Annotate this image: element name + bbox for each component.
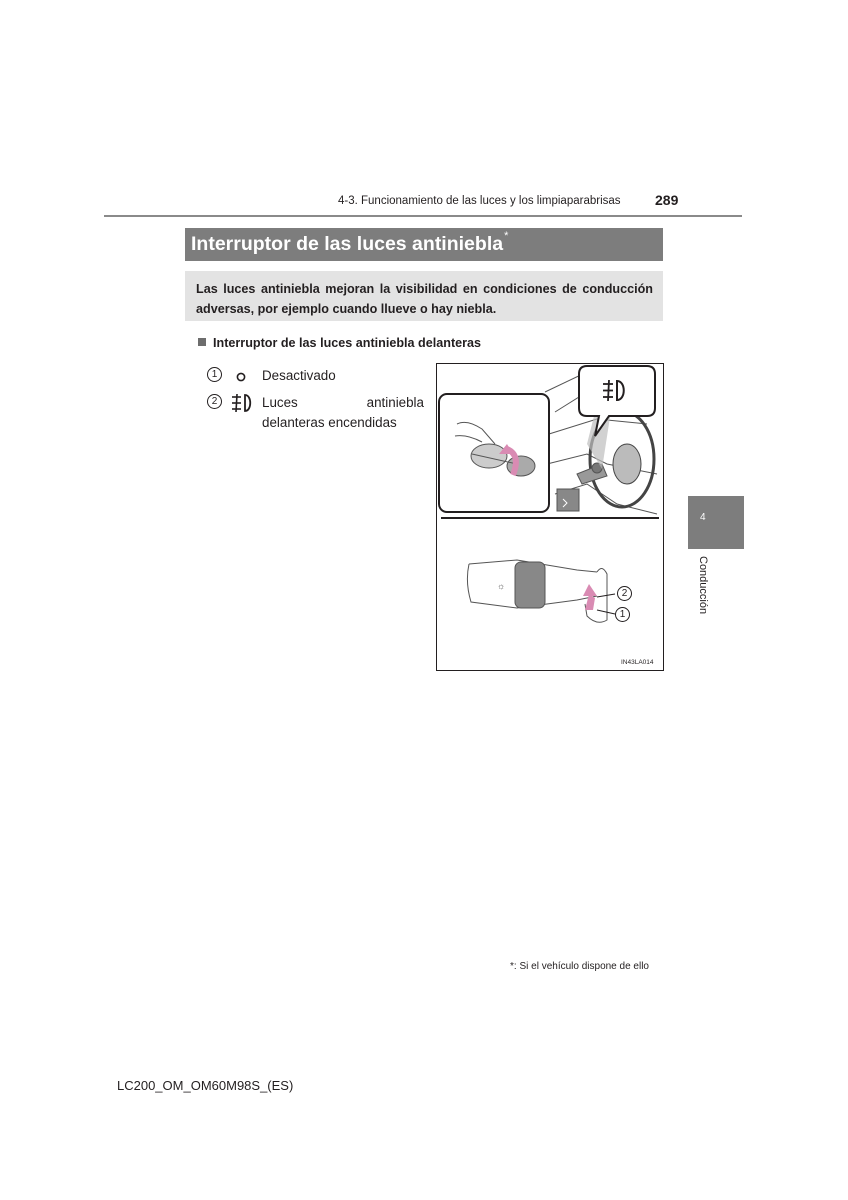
section-title [185,228,663,261]
item-number-1: 1 [207,367,222,382]
figure-frame [436,363,664,671]
svg-text:☼: ☼ [497,581,506,591]
page-number: 289 [655,192,679,208]
callout-2: 2 [617,586,632,601]
front-fog-light-icon [229,392,255,414]
fog-light-switch-illustration [437,364,663,670]
subheading [198,336,481,350]
item-1-text: Desactivado [262,368,336,383]
footnote-mark: * [510,961,514,972]
item-number-2: 2 [207,394,222,409]
square-bullet-icon [198,338,206,346]
subheading-text: Interruptor de las luces antiniebla delanteras [213,336,482,350]
callout-1: 1 [615,607,630,622]
off-circle-icon [235,371,247,383]
running-header: 4-3. Funcionamiento de las luces y los limpiaparabrisas [338,195,621,207]
chapter-tab-label: Conducción [697,556,709,615]
chapter-tab-number: 4 [700,512,706,523]
footer-doc-code: LC200_OM_OM60M98S_(ES) [117,1078,294,1093]
section-title-text: Interruptor de las luces antiniebla [191,233,504,255]
intro-box: Las luces antiniebla mejoran la visibilidad en condiciones de conducción adversas, por ejemplo cuando llueve o hay niebla. [185,271,663,321]
header-rule [104,215,742,217]
item-2-text: Luces antiniebla delanteras encendidas [262,395,424,430]
figure-code: IN43LA014 [621,659,654,666]
chapter-tab [688,496,744,549]
footnote [510,961,649,972]
footnote-text: : Si el vehículo dispone de ello [513,961,649,972]
title-footnote-mark: * [504,230,509,242]
